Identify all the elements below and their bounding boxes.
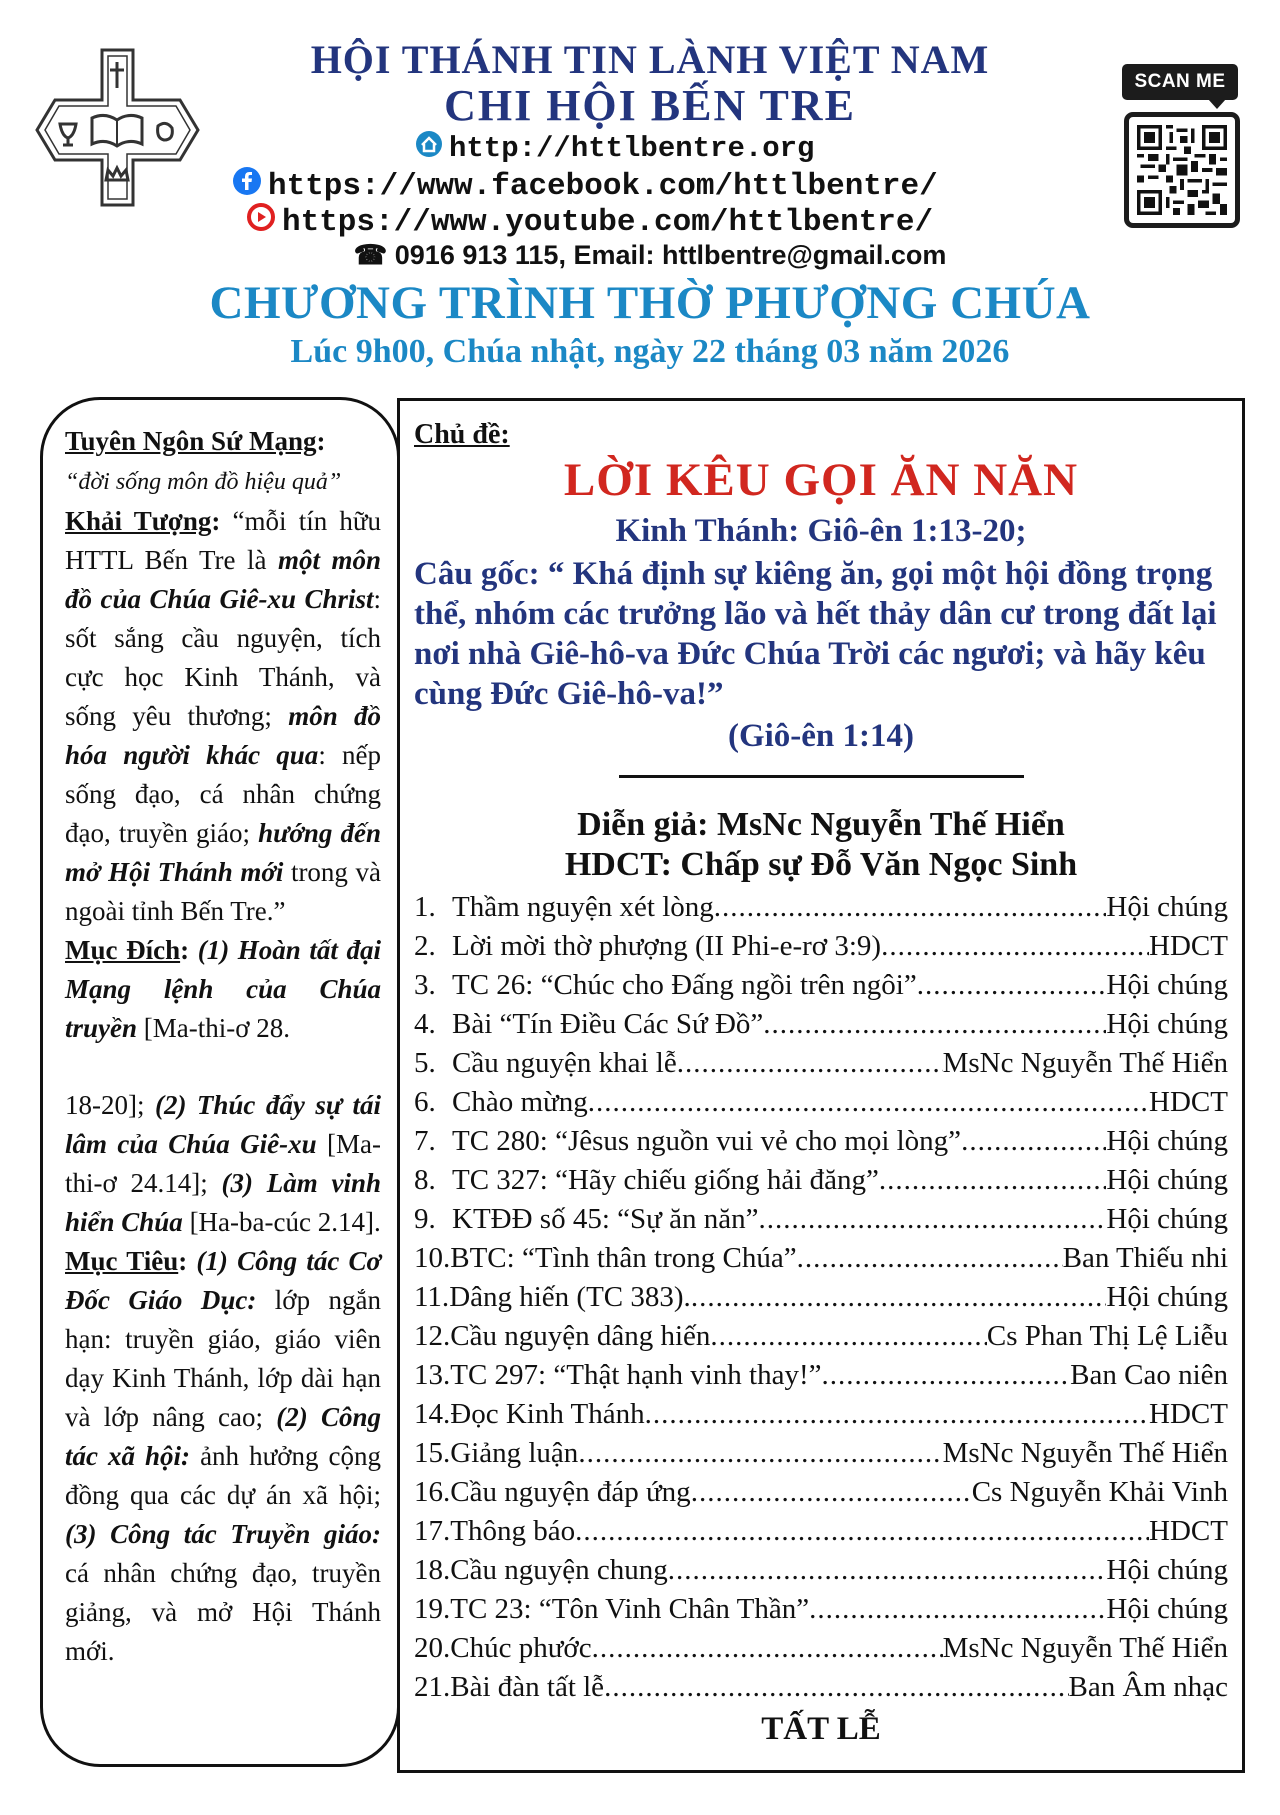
program-item-title: KTĐĐ số 45: “Sự ăn năn”	[452, 1203, 759, 1235]
purpose-block-cont	[65, 1086, 381, 1242]
goal-bold-3: (3) Công tác Truyền giáo:	[65, 1519, 381, 1549]
dot-leader	[677, 1044, 943, 1083]
program-item-title: Đọc Kinh Thánh	[450, 1398, 645, 1430]
program-item-number: 18.	[414, 1554, 451, 1586]
youtube-icon	[246, 202, 276, 242]
program-item-number: 12.	[414, 1320, 451, 1352]
dot-leader	[809, 1590, 1106, 1629]
church-logo	[30, 40, 205, 220]
vision-bold-3: hướng đến mở Hội Thánh mới	[65, 818, 382, 887]
program-item-number: 8.	[414, 1164, 436, 1196]
program-item-role: Cs Nguyễn Khải Vinh	[971, 1476, 1228, 1508]
program-item-number: 2.	[414, 930, 436, 962]
contact-info: ☎ 0916 913 115, Email: httlbentre@gmail.com	[353, 240, 947, 270]
program-item-number: 15.	[414, 1437, 451, 1469]
mission-label: Tuyên Ngôn Sứ Mạng	[65, 426, 317, 456]
program-item	[414, 1317, 1228, 1356]
program-item-number: 14.	[414, 1398, 451, 1430]
dot-leader	[881, 927, 1149, 966]
program-item	[414, 1122, 1228, 1161]
program-item-role: Hội chúng	[1106, 1554, 1228, 1586]
program-item-title: BTC: “Tình thân trong Chúa”	[450, 1242, 797, 1274]
vision-text-1: “mỗi tín hữu HTTL Bến Tre là	[65, 506, 381, 575]
website-url: http://httlbentre.org	[449, 132, 815, 165]
spacer	[65, 1048, 381, 1086]
vision-bold-1: một môn đồ của Chúa Giê-xu Christ	[65, 545, 382, 614]
dot-leader	[691, 1473, 972, 1512]
branch-name: CHI HỘI BẾN TRE	[444, 81, 856, 130]
dot-leader	[691, 1278, 1107, 1317]
program-item-title: Cầu nguyện dâng hiến	[450, 1320, 711, 1352]
program-item-title: Cầu nguyện đáp ứng	[450, 1476, 691, 1508]
program-item-number: 1.	[414, 891, 436, 923]
program-item-role: Hội chúng	[1106, 1593, 1228, 1625]
program-item-title: TC 297: “Thật hạnh vinh thay!”	[450, 1359, 822, 1391]
vision-text-3: : nếp sống đạo, cá nhân chứng đạo, truyền giáo;	[65, 740, 381, 848]
program-item-title: Chúc phước	[450, 1632, 592, 1664]
program-item	[414, 1044, 1228, 1083]
dot-leader	[797, 1239, 1063, 1278]
vision-text-4: trong và ngoài tỉnh Bến Tre.”	[65, 857, 382, 926]
program-item	[414, 1668, 1228, 1707]
service-datetime: Lúc 9h00, Chúa nhật, ngày 22 tháng 03 năm 2026	[290, 333, 1010, 370]
facebook-url: https://www.facebook.com/httlbentre/	[268, 168, 938, 204]
program-item-number: 7.	[414, 1125, 436, 1157]
mission-panel	[40, 397, 400, 1767]
closing-title: TẤT LỄ	[761, 1711, 881, 1747]
program-item-title: Cầu nguyện chung	[450, 1554, 668, 1586]
dot-leader	[714, 888, 1107, 927]
scan-pointer-shape	[1208, 99, 1226, 109]
mission-block: Tuyên Ngôn Sứ Mạng: “đời sống môn đồ hiệu quả”	[65, 426, 342, 495]
program-item	[414, 1551, 1228, 1590]
dot-leader	[961, 1122, 1106, 1161]
host: HDCT: Chấp sự Đỗ Văn Ngọc Sinh	[564, 846, 1078, 883]
program-item-role: Ban Thiếu nhi	[1062, 1242, 1228, 1274]
dot-leader	[879, 1161, 1107, 1200]
dot-leader	[822, 1356, 1071, 1395]
vision-label: Khải Tượng	[65, 506, 212, 536]
program-item-role: Hội chúng	[1106, 1008, 1228, 1040]
dot-leader	[578, 1434, 942, 1473]
topic-label: Chủ đề:	[414, 419, 510, 450]
dot-leader	[645, 1395, 1149, 1434]
program-item-role: MsNc Nguyễn Thế Hiển	[942, 1437, 1228, 1469]
youtube-link[interactable]	[246, 202, 933, 242]
program-item-number: 9.	[414, 1203, 436, 1235]
purpose-label: Mục Đích	[65, 935, 181, 965]
program-item	[414, 1005, 1228, 1044]
program-item-number: 6.	[414, 1086, 436, 1118]
website-link[interactable]	[415, 130, 814, 167]
program-item-title: Thông báo	[450, 1515, 576, 1547]
program-item-title: Cầu nguyện khai lễ	[452, 1047, 677, 1079]
program-item	[414, 1278, 1228, 1317]
purpose-text-3: [Ha-ba-cúc 2.14].	[189, 1207, 381, 1237]
purpose-bold-1: (1) Hoàn tất đại Mạng lệnh của Chúa truyền	[65, 935, 382, 1043]
program-item	[414, 1512, 1228, 1551]
goal-block: Mục Tiêu: (1) Công tác Cơ Đốc Giáo Dục: lớp ngắn hạn: truyền giáo, giáo viên dạy Kinh Thánh, lớp dài hạn và lớp nâng cao; (2) Công tác xã hội: ảnh hưởng cộng đồng qua các dự án xã hội; (3) Công tác Truyền giáo: cá nhân chứng đạo, truyền giảng, và mở Hội Thánh mới.	[65, 1246, 382, 1666]
goal-text-1: lớp ngắn hạn: truyền giáo, giáo viên dạy Kinh Thánh, lớp dài hạn và lớp nâng cao;	[65, 1285, 381, 1432]
program-item-title: TC 327: “Hãy chiếu giống hải đăng”	[452, 1164, 879, 1196]
sermon-title: LỜI KÊU GỌI ĂN NĂN	[563, 454, 1079, 506]
program-item-title: Chào mừng	[452, 1086, 588, 1118]
program-item	[414, 1590, 1228, 1629]
scan-me-label: SCAN ME	[1122, 64, 1238, 100]
program-item-number: 3.	[414, 969, 436, 1001]
dot-leader	[668, 1551, 1107, 1590]
dot-leader	[592, 1629, 943, 1668]
program-item	[414, 927, 1228, 966]
program-item-role: HDCT	[1149, 930, 1228, 962]
youtube-url: https://www.youtube.com/httlbentre/	[282, 204, 934, 240]
program-item-number: 13.	[414, 1359, 451, 1391]
dot-leader	[917, 966, 1107, 1005]
program-item	[414, 966, 1228, 1005]
facebook-link[interactable]	[232, 166, 938, 206]
program-item-number: 4.	[414, 1008, 436, 1040]
program-item-title: Giảng luận	[450, 1437, 579, 1469]
program-item-title: TC 280: “Jêsus nguồn vui vẻ cho mọi lòng”	[452, 1125, 962, 1157]
program-item-title: TC 23: “Tôn Vinh Chân Thần”	[450, 1593, 810, 1625]
program-item-title: Bài “Tín Điều Các Sứ Đồ”	[452, 1008, 764, 1040]
dot-leader	[763, 1005, 1106, 1044]
program-item	[414, 1161, 1228, 1200]
program-item	[414, 1356, 1228, 1395]
cross-emblem-icon	[30, 40, 205, 220]
program-item	[414, 1473, 1228, 1512]
dot-leader	[710, 1317, 987, 1356]
dot-leader	[604, 1668, 1068, 1707]
program-item	[414, 1083, 1228, 1122]
key-verse-reference: (Giô-ên 1:14)	[727, 718, 915, 754]
goal-bold-2: (2) Công tác xã hội:	[65, 1402, 382, 1471]
dot-leader	[588, 1083, 1149, 1122]
program-item-role: MsNc Nguyễn Thế Hiển	[942, 1632, 1228, 1664]
program-item-number: 20.	[414, 1632, 451, 1664]
scripture-reference: Kinh Thánh: Giô-ên 1:13-20;	[615, 513, 1027, 549]
purpose-bold-2: (2) Thúc đẩy sự tái lâm của Chúa Giê-xu	[65, 1090, 381, 1159]
program-item-role: Hội chúng	[1106, 1281, 1228, 1313]
program-item-number: 5.	[414, 1047, 436, 1079]
mission-text: “đời sống môn đồ hiệu quả”	[65, 469, 342, 495]
program-item-title: TC 26: “Chúc cho Đấng ngồi trên ngôi”	[452, 969, 917, 1001]
dot-leader	[758, 1200, 1106, 1239]
program-item-role: MsNc Nguyễn Thế Hiển	[942, 1047, 1228, 1079]
dot-leader	[575, 1512, 1149, 1551]
program-item-role: Ban Âm nhạc	[1068, 1671, 1228, 1703]
program-item-role: Hội chúng	[1106, 1125, 1228, 1157]
home-icon	[415, 130, 443, 167]
facebook-icon	[232, 166, 262, 206]
program-item-role: HDCT	[1149, 1515, 1228, 1547]
vision-block: Khải Tượng: “mỗi tín hữu HTTL Bến Tre là một môn đồ của Chúa Giê-xu Christ: sốt sắng cầu nguyện, tích cực học Kinh Thánh, và sống yêu thương; môn đồ hóa người khác qua: nếp sống đạo, cá nhân chứng đạo, truyền giáo; hướng đến mở Hội Thánh mới trong và ngoài tỉnh Bến Tre.”	[65, 506, 382, 926]
program-item-number: 17.	[414, 1515, 451, 1547]
vision-bold-2: môn đồ hóa người khác qua	[65, 701, 381, 770]
goal-text-3: cá nhân chứng đạo, truyền giảng, và mở Hội Thánh mới.	[65, 1558, 381, 1666]
program-item	[414, 888, 1228, 927]
qr-code-icon	[1137, 125, 1227, 215]
program-list	[414, 888, 1228, 1707]
program-item-role: Ban Cao niên	[1070, 1359, 1228, 1391]
program-item-title: Dâng hiến (TC 383).	[449, 1281, 691, 1313]
purpose-block: Mục Đích: (1) Hoàn tất đại Mạng lệnh của Chúa truyền [Ma-thi-ơ 28.	[65, 935, 382, 1043]
program-item-role: HDCT	[1149, 1086, 1228, 1118]
purpose-bold-3: (3) Làm vinh hiển Chúa	[65, 1168, 382, 1237]
service-panel	[397, 398, 1245, 1773]
key-verse: Câu gốc: “ Khá định sự kiêng ăn, gọi một hội đồng trọng thể, nhóm các trưởng lão và hết thảy dân cư trong đất lại nơi nhà Giê-hô-va Đức Chúa Trời các ngươi; và hãy kêu cùng Đức Giê-hô-va!”	[414, 556, 1217, 712]
speaker: Diễn giả: MsNc Nguyễn Thế Hiển	[577, 806, 1065, 843]
program-item	[414, 1434, 1228, 1473]
program-item	[414, 1200, 1228, 1239]
program-item-number: 21.	[414, 1671, 451, 1703]
program-item-role: HDCT	[1149, 1398, 1228, 1430]
purpose-text-2: [Ma-thi-ơ 24.14];	[65, 1129, 381, 1198]
program-item-role: Cs Phan Thị Lệ Liễu	[986, 1320, 1228, 1352]
program-item-title: Thầm nguyện xét lòng	[452, 891, 714, 923]
program-item	[414, 1629, 1228, 1668]
goal-label: Mục Tiêu	[65, 1246, 179, 1276]
goal-text-2: ảnh hưởng cộng đồng qua các dự án xã hội;	[65, 1441, 382, 1510]
program-item-role: Hội chúng	[1106, 1203, 1228, 1235]
program-item-number: 16.	[414, 1476, 451, 1508]
program-item-number: 11.	[414, 1281, 450, 1313]
program-item-number: 19.	[414, 1593, 451, 1625]
program-item-role: Hội chúng	[1106, 1164, 1228, 1196]
program-item-title: Lời mời thờ phượng (II Phi-e-rơ 3:9)	[452, 930, 882, 962]
program-item-number: 10.	[414, 1242, 451, 1274]
program-item-role: Hội chúng	[1106, 891, 1228, 923]
program-title: CHƯƠNG TRÌNH THỜ PHƯỢNG CHÚA	[209, 277, 1091, 329]
program-item	[414, 1239, 1228, 1278]
vision-text-2: : sốt sắng cầu nguyện, tích cực học Kinh Thánh, và sống yêu thương;	[65, 584, 381, 731]
qr-code[interactable]	[1124, 112, 1240, 228]
divider	[619, 775, 1024, 778]
purpose-text-1: [Ma-thi-ơ 28.	[143, 1013, 291, 1043]
org-name: HỘI THÁNH TIN LÀNH VIỆT NAM	[310, 37, 990, 82]
goal-bold-1: (1) Công tác Cơ Đốc Giáo Dục:	[65, 1246, 381, 1315]
program-item-role: Hội chúng	[1106, 969, 1228, 1001]
program-item	[414, 1395, 1228, 1434]
program-item-title: Bài đàn tất lễ	[450, 1671, 605, 1703]
purpose-text-1b: 18-20];	[65, 1090, 145, 1120]
